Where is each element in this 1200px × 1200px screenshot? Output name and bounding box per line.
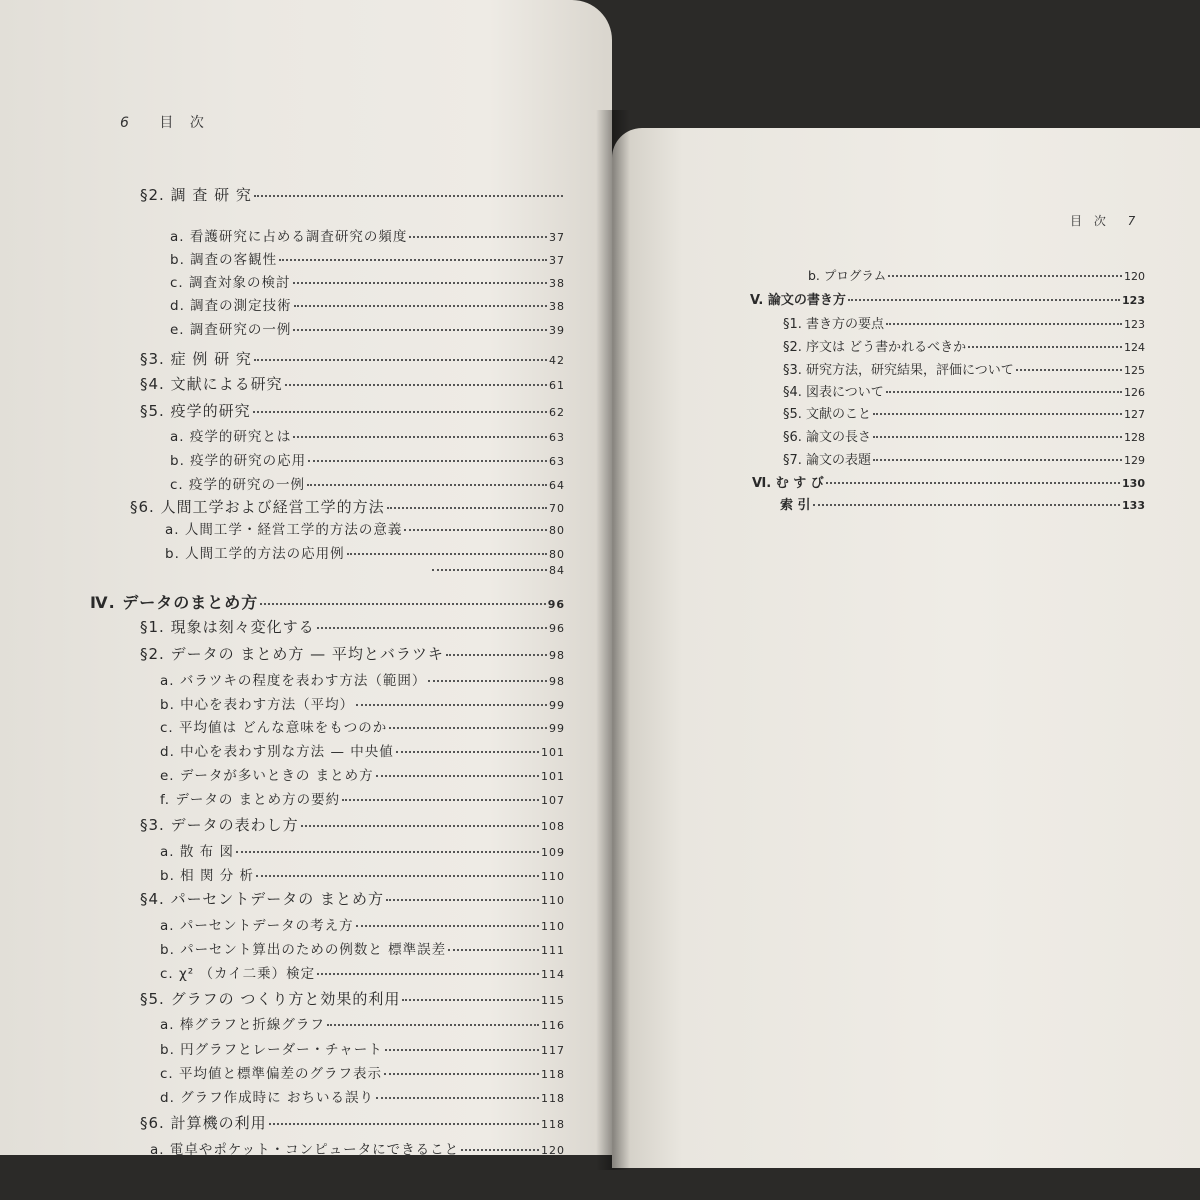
toc-entry-page-number: 115: [541, 994, 565, 1007]
left-running-head: [120, 112, 210, 132]
toc-entry-label: b. パーセント算出のための例数と 標準誤差: [160, 942, 447, 958]
toc-entry-label: b. プログラム: [808, 268, 887, 283]
toc-entry-label: c. 調査対象の検討: [170, 275, 291, 291]
toc-entry-page-number: 38: [549, 300, 565, 313]
dot-leader: [293, 328, 547, 331]
toc-entry-label: d. グラフ作成時に おちいる誤り: [160, 1090, 374, 1106]
toc-entry-page-number: 129: [1124, 454, 1145, 467]
toc-entry: [140, 400, 565, 421]
toc-entry: [783, 381, 1145, 400]
dot-leader: [307, 483, 547, 486]
toc-entry-page-number: 38: [549, 277, 565, 290]
toc-entry: [140, 184, 565, 205]
dot-leader: [294, 304, 547, 307]
toc-entry: [140, 814, 565, 835]
toc-entry-page-number: 84: [549, 564, 565, 577]
toc-entry-page-number: 99: [549, 722, 565, 735]
dot-leader: [317, 626, 547, 629]
toc-entry-page-number: 107: [541, 794, 565, 807]
toc-entry-label: b. 相 関 分 析: [160, 868, 255, 884]
dot-leader: [409, 235, 547, 238]
toc-entry: [140, 1112, 565, 1133]
toc-entry: [160, 1038, 565, 1058]
dot-leader: [886, 390, 1122, 393]
toc-entry: [170, 248, 565, 268]
toc-entry-label: a. バラツキの程度を表わす方法（範囲）: [160, 673, 427, 689]
dot-leader: [396, 750, 539, 753]
toc-entry-label: §3. データの表わし方: [140, 816, 299, 834]
dot-leader: [389, 726, 547, 729]
toc-entry-page-number: 125: [1124, 364, 1145, 377]
dot-leader: [873, 435, 1122, 438]
toc-entry-label: Ⅵ. む す び: [752, 476, 824, 491]
toc-entry-label: e. 調査研究の一例: [170, 322, 292, 338]
toc-entry-page-number: 110: [541, 870, 565, 883]
toc-entry-page-number: 128: [1124, 431, 1145, 444]
toc-entry: [160, 864, 565, 884]
toc-entry: [808, 266, 1145, 284]
toc-entry-page-number: 63: [549, 431, 565, 444]
toc-entry-page-number: 127: [1124, 408, 1145, 421]
toc-entry-label: §5. 文献のこと: [783, 407, 872, 422]
toc-entry: [140, 616, 565, 637]
toc-entry-label: §3. 症 例 研 究: [140, 350, 252, 368]
toc-entry: [160, 1086, 565, 1106]
toc-entry: [170, 271, 565, 291]
toc-entry-label: a. パーセントデータの考え方: [160, 918, 354, 934]
toc-entry: [783, 336, 1145, 355]
toc-entry-page-number: 110: [541, 920, 565, 933]
toc-entry-label: §5. グラフの つくり方と効果的利用: [140, 990, 401, 1008]
toc-entry-label: V. 論文の書き方: [750, 293, 846, 308]
toc-entry-page-number: 70: [549, 502, 565, 515]
toc-entry-label: §2. 序文は どう書かれるべきか: [783, 340, 967, 355]
toc-entry-label: f. データの まとめ方の要約: [160, 792, 341, 808]
toc-entry: [160, 840, 565, 860]
dot-leader: [886, 322, 1122, 325]
toc-entry-page-number: 118: [541, 1118, 565, 1131]
toc-entry-page-number: 133: [1122, 499, 1145, 512]
toc-entry-page-number: 101: [541, 746, 565, 759]
toc-entry: [170, 225, 565, 245]
toc-entry-page-number: 42: [549, 354, 565, 367]
toc-entry-page-number: 120: [541, 1144, 565, 1157]
dot-leader: [376, 1096, 539, 1099]
toc-entry-label: §6. 計算機の利用: [140, 1114, 267, 1132]
toc-entry-page-number: 80: [549, 548, 565, 561]
toc-entry-page-number: 37: [549, 254, 565, 267]
toc-entry: [160, 693, 565, 713]
toc-entry-page-number: 101: [541, 770, 565, 783]
toc-entry-page-number: 109: [541, 846, 565, 859]
toc-entry: [170, 473, 565, 493]
toc-entry: [160, 1062, 565, 1082]
dot-leader: [342, 798, 539, 801]
toc-entry: [160, 788, 565, 808]
toc-entry-page-number: 96: [549, 622, 565, 635]
toc-entry-page-number: 39: [549, 324, 565, 337]
toc-entry: [140, 348, 565, 369]
toc-entry: [430, 564, 565, 577]
toc-entry-label: Ⅳ. データのまとめ方: [90, 593, 259, 612]
toc-entry-label: c. 平均値は どんな意味をもつのか: [160, 720, 388, 736]
dot-leader: [253, 410, 547, 413]
dot-leader: [256, 874, 539, 877]
toc-entry-label: §7. 論文の表題: [783, 453, 872, 468]
toc-entry: [90, 590, 565, 613]
dot-leader: [968, 345, 1122, 348]
toc-entry: [783, 359, 1145, 378]
dot-leader: [279, 258, 547, 261]
toc-entry: [140, 888, 565, 909]
toc-entry-label: c. 平均値と標準偏差のグラフ表示: [160, 1066, 383, 1082]
left-page-number: 6: [120, 115, 135, 131]
toc-entry-page-number: 118: [541, 1068, 565, 1081]
toc-entry-label: a. 棒グラフと折線グラフ: [160, 1017, 325, 1033]
toc-entry: [150, 1138, 565, 1158]
dot-leader: [432, 568, 547, 571]
toc-entry-label: §5. 疫学的研究: [140, 402, 251, 420]
toc-entry-page-number: 124: [1124, 341, 1145, 354]
dot-leader: [301, 824, 539, 827]
toc-entry-page-number: 37: [549, 231, 565, 244]
toc-entry: [140, 988, 565, 1009]
dot-leader: [385, 1048, 539, 1051]
toc-entry-page-number: 96: [547, 598, 565, 611]
toc-entry: [160, 740, 565, 760]
toc-entry: [170, 318, 565, 338]
toc-entry-label: a. 電卓やポケット・コンピュータにできること: [150, 1142, 460, 1158]
toc-entry-label: b. 調査の客観性: [170, 252, 278, 268]
toc-entry-label: §6. 論文の長さ: [783, 430, 872, 445]
toc-entry: [140, 373, 565, 394]
dot-leader: [260, 602, 545, 605]
toc-entry-label: b. 中心を表わす方法（平均）: [160, 697, 355, 713]
toc-entry-label: a. 疫学的研究とは: [170, 429, 292, 445]
dot-leader: [826, 481, 1120, 484]
toc-entry-page-number: 116: [541, 1019, 565, 1032]
toc-entry: [780, 494, 1145, 513]
dot-leader: [317, 972, 539, 975]
right-page-number: 7: [1127, 214, 1140, 228]
toc-entry-label: a. 看護研究に占める調査研究の頻度: [170, 229, 408, 245]
toc-entry-label: e. データが多いときの まとめ方: [160, 768, 374, 784]
toc-entry-page-number: 123: [1122, 294, 1145, 307]
toc-entry: [160, 716, 565, 736]
toc-entry-label: d. 調査の測定技術: [170, 298, 292, 314]
dot-leader: [308, 459, 547, 462]
dot-leader: [402, 998, 539, 1001]
toc-entry: [160, 764, 565, 784]
toc-entry-label: §2. 調 査 研 究: [140, 186, 252, 204]
toc-entry: [752, 472, 1145, 491]
toc-entry-page-number: 130: [1122, 477, 1145, 490]
toc-entry-label: a. 散 布 図: [160, 844, 234, 860]
right-running-head: [1070, 212, 1139, 229]
dot-leader: [446, 653, 547, 656]
dot-leader: [269, 1122, 539, 1125]
toc-entry: [160, 669, 565, 689]
toc-entry: [165, 542, 565, 562]
dot-leader: [384, 1072, 539, 1075]
dot-leader: [236, 850, 539, 853]
toc-entry-page-number: 64: [549, 479, 565, 492]
toc-entry-page-number: 110: [541, 894, 565, 907]
toc-entry-label: c. χ² （カイ二乗）検定: [160, 966, 316, 982]
toc-entry-page-number: 123: [1124, 318, 1145, 331]
toc-entry: [160, 914, 565, 934]
toc-entry-page-number: 126: [1124, 386, 1145, 399]
toc-entry-label: §4. 図表について: [783, 385, 884, 400]
dot-leader: [448, 948, 539, 951]
dot-leader: [376, 774, 539, 777]
dot-leader: [356, 703, 547, 706]
toc-entry: [140, 643, 565, 664]
dot-leader: [254, 358, 547, 361]
dot-leader: [293, 435, 547, 438]
toc-entry-page-number: 80: [549, 524, 565, 537]
toc-entry: [783, 449, 1145, 468]
toc-entry-label: b. 人間工学的方法の応用例: [165, 546, 345, 562]
toc-entry: [750, 289, 1145, 308]
dot-leader: [386, 898, 539, 901]
dot-leader: [873, 458, 1122, 461]
toc-entry: [160, 962, 565, 982]
toc-entry-label: §6. 人間工学および経営工学的方法: [130, 498, 385, 516]
toc-entry: [783, 313, 1145, 332]
toc-entry-label: §2. データの まとめ方 — 平均とバラツキ: [140, 645, 444, 663]
toc-entry: [170, 425, 565, 445]
left-running-title: 目 次: [159, 115, 210, 131]
toc-entry: [160, 1013, 565, 1033]
toc-entry-label: §1. 書き方の要点: [783, 317, 885, 332]
toc-entry-page-number: 120: [1124, 270, 1145, 283]
toc-entry-page-number: 118: [541, 1092, 565, 1105]
toc-entry-label: §4. パーセントデータの まとめ方: [140, 890, 385, 908]
toc-entry-page-number: 117: [541, 1044, 565, 1057]
dot-leader: [873, 412, 1122, 415]
dot-leader: [848, 298, 1120, 301]
dot-leader: [428, 679, 547, 682]
toc-entry: [783, 426, 1145, 445]
toc-entry-label: §4. 文献による研究: [140, 375, 283, 393]
dot-leader: [293, 281, 547, 284]
toc-entry: [160, 938, 565, 958]
dot-leader: [327, 1023, 539, 1026]
book-gutter: [596, 110, 630, 1170]
toc-entry: [130, 496, 565, 517]
toc-entry-page-number: 114: [541, 968, 565, 981]
dot-leader: [461, 1148, 539, 1151]
toc-entry-page-number: 108: [541, 820, 565, 833]
toc-entry: [783, 403, 1145, 422]
toc-entry: [170, 294, 565, 314]
toc-entry-label: d. 中心を表わす別な方法 — 中央値: [160, 744, 394, 760]
toc-entry-label: §1. 現象は刻々変化する: [140, 618, 315, 636]
toc-entry-page-number: 98: [549, 649, 565, 662]
dot-leader: [404, 528, 547, 531]
toc-entry-page-number: 61: [549, 379, 565, 392]
toc-entry-page-number: 98: [549, 675, 565, 688]
right-page: [612, 128, 1200, 1168]
dot-leader: [387, 506, 547, 509]
toc-entry: [170, 449, 565, 469]
dot-leader: [1016, 368, 1122, 371]
toc-entry-label: a. 人間工学・経営工学的方法の意義: [165, 522, 403, 538]
dot-leader: [254, 194, 563, 197]
toc-entry-page-number: 111: [541, 944, 565, 957]
dot-leader: [347, 552, 547, 555]
toc-entry-label: b. 疫学的研究の応用: [170, 453, 307, 469]
toc-entry-label: c. 疫学的研究の一例: [170, 477, 306, 493]
dot-leader: [813, 503, 1121, 506]
toc-entry-page-number: 63: [549, 455, 565, 468]
toc-entry: [165, 518, 565, 538]
dot-leader: [356, 924, 539, 927]
toc-entry-page-number: 99: [549, 699, 565, 712]
dot-leader: [888, 274, 1122, 277]
toc-entry-page-number: 62: [549, 406, 565, 419]
toc-entry-label: b. 円グラフとレーダー・チャート: [160, 1042, 383, 1058]
toc-entry-label: §3. 研究方法，研究結果，評価について: [783, 363, 1014, 378]
toc-entry-label: 索 引: [780, 498, 811, 513]
right-running-title: 目 次: [1070, 214, 1110, 228]
dot-leader: [285, 383, 547, 386]
